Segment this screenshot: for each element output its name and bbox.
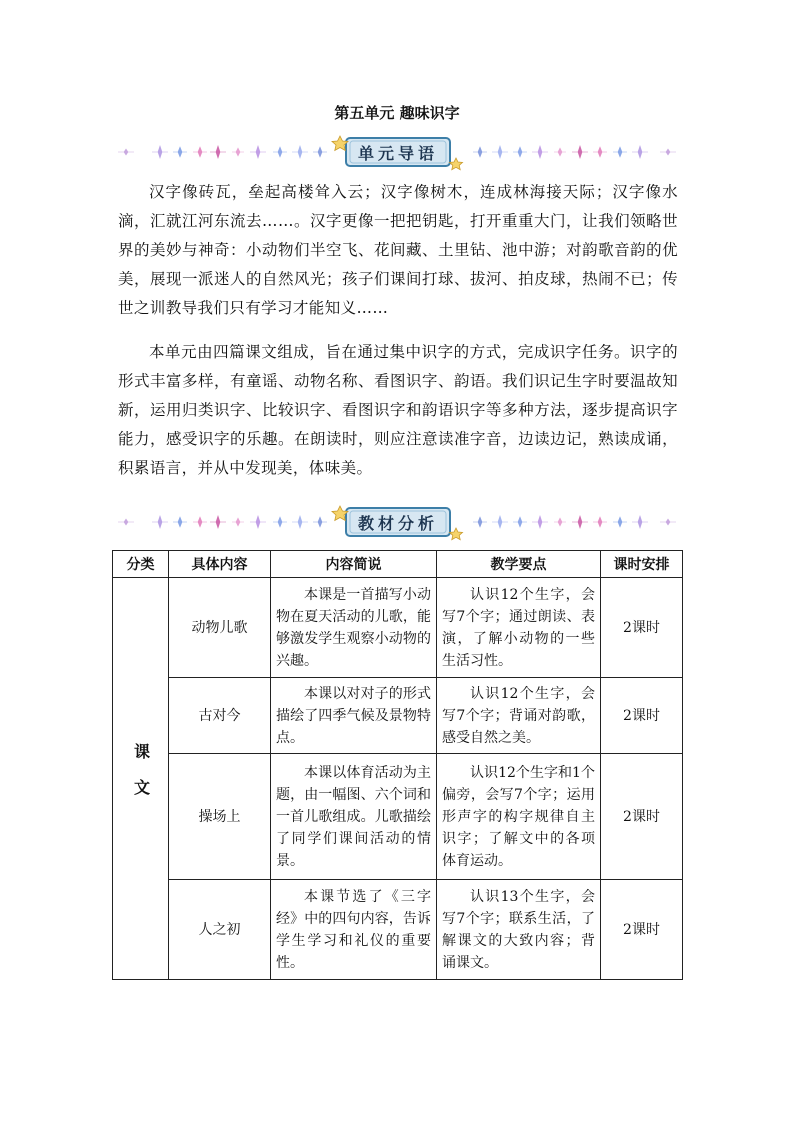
intro-paragraph-2: 本单元由四篇课文组成，旨在通过集中识字的方式，完成识字任务。识字的形式丰富多样，有童谣、动物名称、看图识字、韵语。我们识记生字时要温故知新，运用归类识字、比较识字、看图识字和韵语识字等多种方法，逐步提高识字能力，感受识字的乐趣。在朗读时，则应注意读准字音，边读边记，熟读成诵，积累语言，并从中发现美，体味美。 [118, 343, 678, 477]
summary-cell: 本课以体育活动为主题，由一幅图、六个词和一首儿歌组成。儿歌描绘了同学们课间活动的情景。 [271, 754, 437, 880]
banner-label-analysis: 教材分析 [357, 514, 438, 533]
summary-cell: 本课是一首描写小动物在夏天活动的儿歌，能够激发学生观察小动物的兴趣。 [271, 578, 437, 678]
hours-cell: 2课时 [601, 754, 683, 880]
sparkle-divider-right [473, 516, 676, 528]
category-cell [113, 578, 169, 980]
intro-paragraph-1: 汉字像砖瓦，垒起高楼耸入云；汉字像树木，连成林海接天际；汉字像水滴，汇就江河东流去……。汉字更像一把把钥匙，打开重重大门，让我们领略世界的美妙与神奇：小动物们半空飞、花间藏、土里钻、池中游；对韵歌音韵的优美，展现一派迷人的自然风光；孩子们课间打球、拔河、拍皮球，热闹不已；传世之训教导我们只有学习才能知义…… [118, 183, 678, 317]
banner-label-intro: 单元导语 [357, 144, 438, 163]
page-title: 第五单元 趣味识字 [334, 104, 460, 122]
table-header-row [113, 551, 683, 578]
summary-cell: 本课节选了《三字经》中的四句内容，告诉学生学习和礼仪的重要性。 [271, 880, 437, 980]
table-row [113, 880, 683, 980]
key-points-cell: 认识12个生字，会写7个字；通过朗读、表演，了解小动物的一些生活习性。 [437, 578, 601, 678]
content-cell: 动物儿歌 [169, 578, 271, 678]
summary-cell: 本课以对对子的形式描绘了四季气候及景物特点。 [271, 678, 437, 754]
content-cell: 操场上 [169, 754, 271, 880]
table-row [113, 578, 683, 678]
content-cell: 人之初 [169, 880, 271, 980]
table-row [113, 754, 683, 880]
content-cell: 古对今 [169, 678, 271, 754]
table-row [113, 678, 683, 754]
header-hours: 课时安排 [601, 551, 683, 578]
header-summary: 内容简说 [271, 551, 437, 578]
hours-cell: 2课时 [601, 578, 683, 678]
category-label: 课文 [131, 742, 151, 815]
key-points-cell: 认识12个生字，会写7个字；背诵对韵歌，感受自然之美。 [437, 678, 601, 754]
sparkle-divider-right [473, 146, 676, 158]
hours-cell: 2课时 [601, 880, 683, 980]
header-content: 具体内容 [169, 551, 271, 578]
header-key-points: 教学要点 [437, 551, 601, 578]
sparkle-divider-left [118, 516, 327, 528]
header-category: 分类 [113, 551, 169, 578]
key-points-cell: 认识12个生字和1个偏旁，会写7个字；运用形声字的构字规律自主识字；了解文中的各项体育运动。 [437, 754, 601, 880]
key-points-cell: 认识13个生字，会写7个字；联系生活，了解课文的大致内容；背诵课文。 [437, 880, 601, 980]
hours-cell: 2课时 [601, 678, 683, 754]
sparkle-divider-left [118, 146, 327, 158]
textbook-analysis-table [112, 550, 683, 980]
